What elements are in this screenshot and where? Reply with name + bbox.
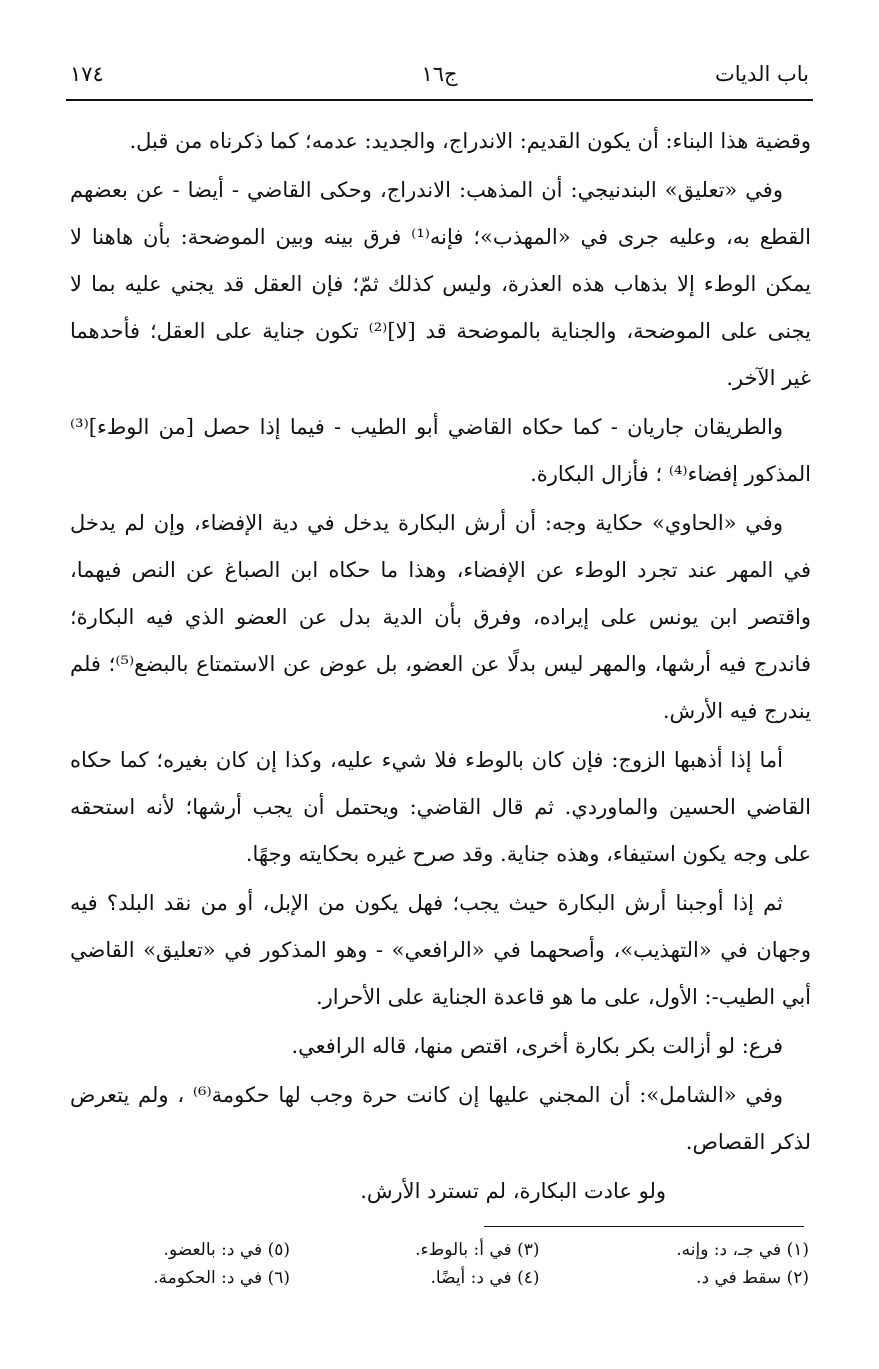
- page-number: ١٧٤: [70, 62, 104, 86]
- footnote: (٥) في د: بالعضو.: [163, 1240, 290, 1260]
- paragraph: وفي «تعليق» البندنيجي: أن المذهب: الاندراج، وحكى القاضي - أيضا - عن بعضهم القطع به، وعليه جرى في «المهذب»؛ فإنه⁽¹⁾ فرق بينه وبين الموضحة: بأن هاهنا لا يمكن الوطء إلا بذهاب هذه العذرة، وليس كذلك ثمّ؛ فإن العقل قد يجني عليه بما لا يجنى على الموضحة، والجناية بالموضحة قد [لا]⁽²⁾ تكون جناية على العقل؛ فأحدهما غير الآخر.: [70, 178, 811, 390]
- header-rule: [66, 99, 813, 101]
- footnote: (٢) سقط في د.: [696, 1268, 809, 1288]
- paragraph: ثم إذا أوجبنا أرش البكارة حيث يجب؛ فهل يكون من الإبل، أو من نقد البلد؟ فيه وجهان في «التهذيب»، وأصحهما في «الرافعي» - وهو المذكور في «تعليق» القاضي أبي الطيب-: الأول، على ما هو قاعدة الجناية على الأحرار.: [70, 891, 811, 1009]
- paragraph: ولو عادت البكارة، لم تسترد الأرش.: [360, 1179, 666, 1203]
- paragraph: فرع: لو أزالت بكر بكارة أخرى، اقتص منها، قاله الرافعي.: [291, 1034, 783, 1058]
- footnote-rule: [484, 1226, 804, 1227]
- footnotes: [70, 1236, 809, 1292]
- footnote: (١) في جـ، د: وإنه.: [676, 1240, 809, 1260]
- footnote: (٤) في د: أيضًا.: [430, 1268, 540, 1288]
- main-text: [70, 118, 811, 1217]
- footnote-column: [320, 1236, 540, 1292]
- volume-number: ج١٦: [421, 62, 458, 86]
- footnote: (٣) في أ: بالوطء.: [415, 1240, 540, 1260]
- paragraph: وفي «الشامل»: أن المجني عليها إن كانت حرة وجب لها حكومة⁽⁶⁾ ، ولم يتعرض لذكر القصاص.: [70, 1083, 811, 1154]
- paragraph: والطريقان جاريان - كما حكاه القاضي أبو الطيب - فيما إذا حصل [من الوطء]⁽³⁾ المذكور إفضاء⁽⁴⁾ ؛ فأزال البكارة.: [70, 415, 811, 486]
- paragraph: وفي «الحاوي» حكاية وجه: أن أرش البكارة يدخل في دية الإفضاء، وإن لم يدخل في المهر عند تجرد الوطء عن الإفضاء، وهذا ما حكاه ابن الصباغ عن النص فيهما، واقتصر ابن يونس على إيراده، وفرق بأن الدية بدل عن العضو الذي فيه البكارة؛ فاندرج فيه أرشها، والمهر ليس بدلًا عن العضو، بل عوض عن الاستمتاع بالبضع⁽⁵⁾؛ فلم يندرج فيه الأرش.: [70, 511, 811, 723]
- footnote-column: [70, 1236, 290, 1292]
- chapter-title: باب الديات: [715, 62, 809, 86]
- footnote: (٦) في د: الحكومة.: [153, 1268, 290, 1288]
- paragraph: وقضية هذا البناء: أن يكون القديم: الاندراج، والجديد: عدمه؛ كما ذكرناه من قبل.: [129, 129, 811, 153]
- footnote-column: [569, 1236, 809, 1292]
- paragraph: أما إذا أذهبها الزوج: فإن كان بالوطء فلا شيء عليه، وكذا إن كان بغيره؛ كما حكاه القاضي الحسين والماوردي. ثم قال القاضي: ويحتمل أن يجب أرشها؛ لأنه استحقه على وجه يكون استيفاء، وهذه جناية. وقد صرح غيره بحكايته وجهًا.: [70, 748, 811, 866]
- running-header: [70, 56, 809, 96]
